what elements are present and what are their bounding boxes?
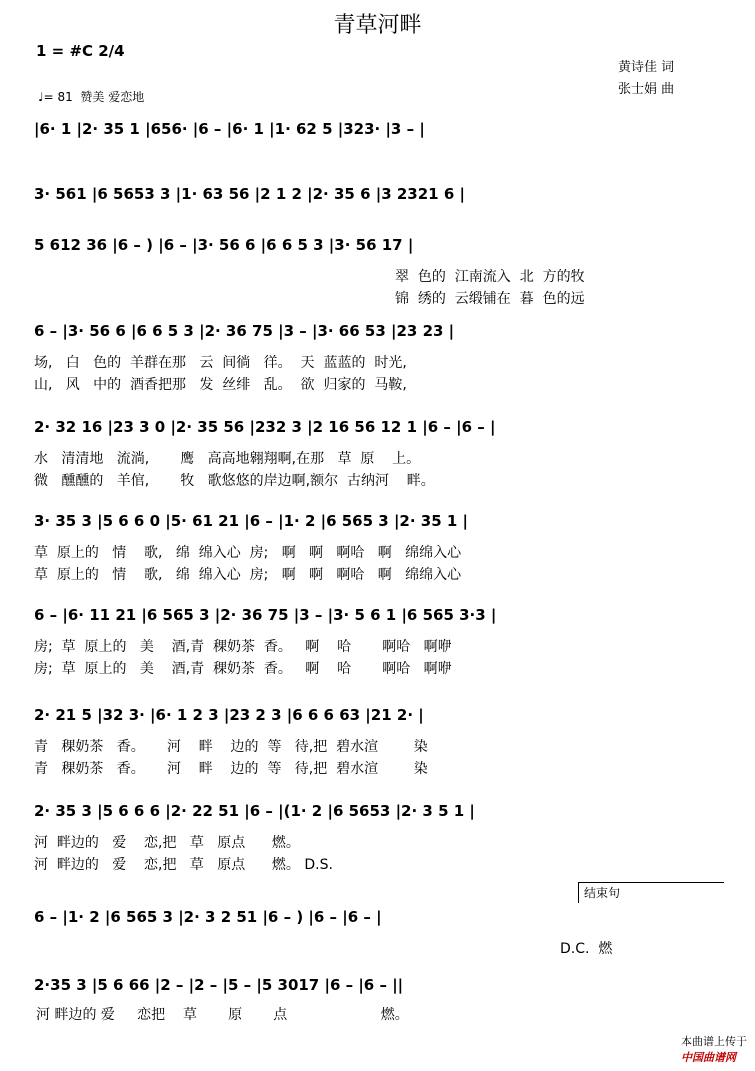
notation-line-3: 5 612 36 |6 – ) |6 – |3· 56 6 |6 6 5 3 |3· 56 17 | — [34, 236, 414, 254]
lyricist-credit: 黄诗佳 词 — [618, 60, 675, 75]
lyric-line-4-v2: 草 原上的 情 歌, 绵 绵入心 房; 啊 啊 啊哈 啊 绵绵入心 — [34, 567, 462, 583]
lyric-line-1-v1: 翠 色的 江南流入 北 方的牧 — [395, 269, 585, 285]
lyric-line-4-v1: 草 原上的 情 歌, 绵 绵入心 房; 啊 啊 啊哈 啊 绵绵入心 — [34, 545, 462, 561]
notation-line-8: 2· 21 5 |32 3· |6· 1 2 3 |23 2 3 |6 6 6 63 |21 2· | — [34, 706, 424, 724]
lyric-line-8-v1: D.C. 燃 — [560, 941, 613, 957]
lyric-line-7-v1: 河 畔边的 爱 恋,把 草 原点 燃。 — [34, 835, 300, 851]
lyric-line-2-v2: 山, 风 中的 酒香把那 发 丝绯 乱。 欲 归家的 马鞍, — [34, 377, 407, 393]
notation-line-1: |6· 1 |2· 35 1 |656· |6 – |6· 1 |1· 62 5 |323· |3 – | — [34, 120, 425, 138]
lyric-line-6-v2: 青 稞奶茶 香。 河 畔 边的 等 待,把 碧水渲 染 — [34, 761, 428, 777]
notation-line-5: 2· 32 16 |23 3 0 |2· 35 56 |232 3 |2 16 56 12 1 |6 – |6 – | — [34, 418, 496, 436]
lyric-line-7-v2: 河 畔边的 爱 恋,把 草 原点 燃。 D.S. — [34, 857, 333, 873]
tempo-marking: ♩= 81 赞美 爱恋地 — [38, 90, 145, 104]
composer-credit: 张士娟 曲 — [618, 82, 675, 97]
lyric-line-9-v1: 河 畔边的 爱 恋把 草 原 点 燃。 — [36, 1007, 409, 1023]
notation-line-9: 2· 35 3 |5 6 6 6 |2· 22 51 |6 – |(1· 2 |6 5653 |2· 3 5 1 | — [34, 802, 475, 820]
lyric-line-1-v2: 锦 绣的 云缎铺在 暮 色的远 — [395, 291, 585, 307]
lyric-line-5-v2: 房; 草 原上的 美 酒,青 稞奶茶 香。 啊 哈 啊哈 啊咿 — [34, 661, 452, 677]
lyric-line-6-v1: 青 稞奶茶 香。 河 畔 边的 等 待,把 碧水渲 染 — [34, 739, 428, 755]
notation-line-2: 3· 561 |6 5653 3 |1· 63 56 |2 1 2 |2· 35 6 |3 2321 6 | — [34, 185, 465, 203]
site-logo: 中国曲谱网 — [681, 1051, 736, 1064]
footer-text: 本曲谱上传于 — [681, 1035, 747, 1048]
lyric-line-3-v2: 微 醺醺的 羊倌, 牧 歌悠悠的岸边啊,额尔 古纳河 畔。 — [34, 473, 435, 489]
key-signature: 1 = #C 2/4 — [36, 42, 125, 60]
notation-line-4: 6 – |3· 56 6 |6 6 5 3 |2· 36 75 |3 – |3· 66 53 |23 23 | — [34, 322, 455, 340]
notation-line-6: 3· 35 3 |5 6 6 0 |5· 61 21 |6 – |1· 2 |6 565 3 |2· 35 1 | — [34, 512, 469, 530]
ending-label: 结束句 — [584, 886, 621, 900]
lyric-line-3-v1: 水 清清地 流淌, 鹰 高高地翱翔啊,在那 草 原 上。 — [34, 451, 421, 467]
notation-line-11: 2·35 3 |5 6 66 |2 – |2 – |5 – |5 3017 |6 – |6 – || — [34, 976, 404, 994]
lyric-line-2-v1: 场, 白 色的 羊群在那 云 间徜 徉。 天 蓝蓝的 时光, — [34, 355, 407, 371]
lyric-line-5-v1: 房; 草 原上的 美 酒,青 稞奶茶 香。 啊 哈 啊哈 啊咿 — [34, 639, 452, 655]
notation-line-7: 6 – |6· 11 21 |6 565 3 |2· 36 75 |3 – |3· 5 6 1 |6 565 3·3 | — [34, 606, 497, 624]
footer-credit — [674, 1020, 747, 1065]
song-title: 青草河畔 — [333, 13, 422, 38]
notation-line-10: 6 – |1· 2 |6 565 3 |2· 3 2 51 |6 – ) |6 – |6 – | — [34, 908, 382, 926]
